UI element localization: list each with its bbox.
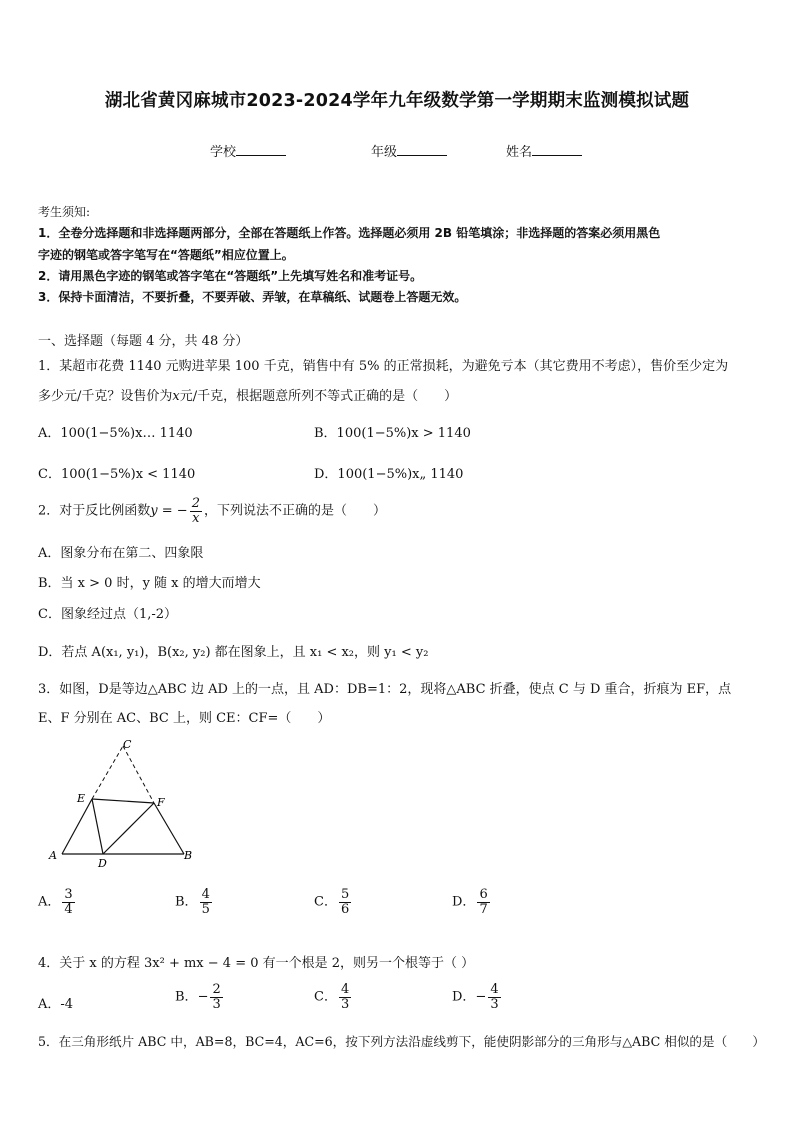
grade-blank[interactable] [397,143,447,156]
label-c: C [123,738,132,751]
q1-option-b[interactable]: B．100(1−5%)x > 1140 [314,426,471,441]
notice-item-2: 2．请用黑色字迹的钢笔或答字笔在“答题纸”上先填写姓名和准考证号。 [38,269,423,283]
q4-option-b[interactable]: B．− $\frac{2}{3}$ [175,982,221,1012]
section-heading: 一、选择题（每题 4 分，共 48 分） [38,334,249,349]
q5-stem: 5．在三角形纸片 ABC 中，AB=8，BC=4，AC=6，按下列方法沿虚线剪下，能使阴影部分的三角形与△ABC 相似的是（ ） [38,1034,765,1049]
q4-option-a[interactable]: A．-4 [38,997,74,1012]
q3-option-c[interactable]: C． $\frac{5}{6}$ [314,887,350,917]
q1-option-c[interactable]: C．100(1−5%)x < 1140 [38,467,196,482]
name-field[interactable] [506,141,582,160]
q3-line1: 3．如图，D是等边△ABC 边 AD 上的一点，且 AD：DB=1：2，现将△ABC 折叠，使点 C 与 D 重合，折痕为 EF，点 [38,682,732,697]
q4-stem: 4．关于 x 的方程 3x² + mx − 4 = 0 有一个根是 2，则另一个根等于（ ） [38,956,475,971]
notice-item-1b: 字迹的钢笔或答字笔写在“答题纸”相应位置上。 [38,248,294,262]
grade-label: 年级 [371,145,398,160]
grade-field[interactable] [371,141,447,160]
q2-option-a[interactable]: A．图象分布在第二、四象限 [38,546,204,561]
label-e: E [77,792,86,805]
label-b: B [184,849,193,862]
q4-option-c[interactable]: C． $\frac{4}{3}$ [314,982,350,1012]
q2-option-c[interactable]: C．图象经过点（1,-2） [38,607,178,622]
school-label: 学校 [210,145,237,160]
q3-option-a[interactable]: A． $\frac{3}{4}$ [38,887,73,917]
q3-option-b[interactable]: B． $\frac{4}{5}$ [175,887,210,917]
notice-heading: 考生须知: [38,205,91,219]
q1-line2: 多少元/千克？设售价为x元/千克，根据题意所列不等式正确的是（ ） [38,389,458,404]
q2-option-d[interactable]: D．若点 A(x₁, y₁)，B(x₂, y₂) 都在图象上，且 x₁ < x₂，则 y₁ < y₂ [38,645,429,660]
q1-option-a[interactable]: A．100(1−5%)x… 1140 [38,426,193,441]
label-a: A [49,849,57,862]
q3-option-d[interactable]: D． $\frac{6}{7}$ [452,887,488,917]
notice-item-1: 1．全卷分选择题和非选择题两部分，全部在答题纸上作答。选择题必须用 2B 铅笔填涂；非选择题的答案必须用黑色 [38,226,661,240]
label-d: D [98,857,107,870]
q4-option-d[interactable]: D．− $\frac{4}{3}$ [452,982,499,1012]
name-blank[interactable] [532,143,582,156]
q3-line2: E、F 分别在 AC、BC 上，则 CE：CF=（ ） [38,711,331,726]
q1-line1: 1．某超市花费 1140 元购进苹果 100 千克，销售中有 5% 的正常损耗，为避免亏本（其它费用不考虑），售价至少定为 [38,359,729,374]
q2-stem: 2．对于反比例函数y = − $\frac{2}{x}$ ，下列说法不正确的是（ ） [38,496,386,526]
triangle-figure [44,734,204,870]
page-title: 湖北省黄冈麻城市2023-2024学年九年级数学第一学期期末监测模拟试题 [104,91,690,111]
q2-option-b[interactable]: B．当 x > 0 时，y 随 x 的增大而增大 [38,576,261,591]
school-field[interactable] [210,141,286,160]
notice-item-3: 3．保持卡面清洁，不要折叠，不要弄破、弄皱，在草稿纸、试题卷上答题无效。 [38,290,467,304]
name-label: 姓名 [506,145,533,160]
q1-option-d[interactable]: D．100(1−5%)x„ 1140 [314,467,464,482]
label-f: F [157,796,165,809]
school-blank[interactable] [236,143,286,156]
